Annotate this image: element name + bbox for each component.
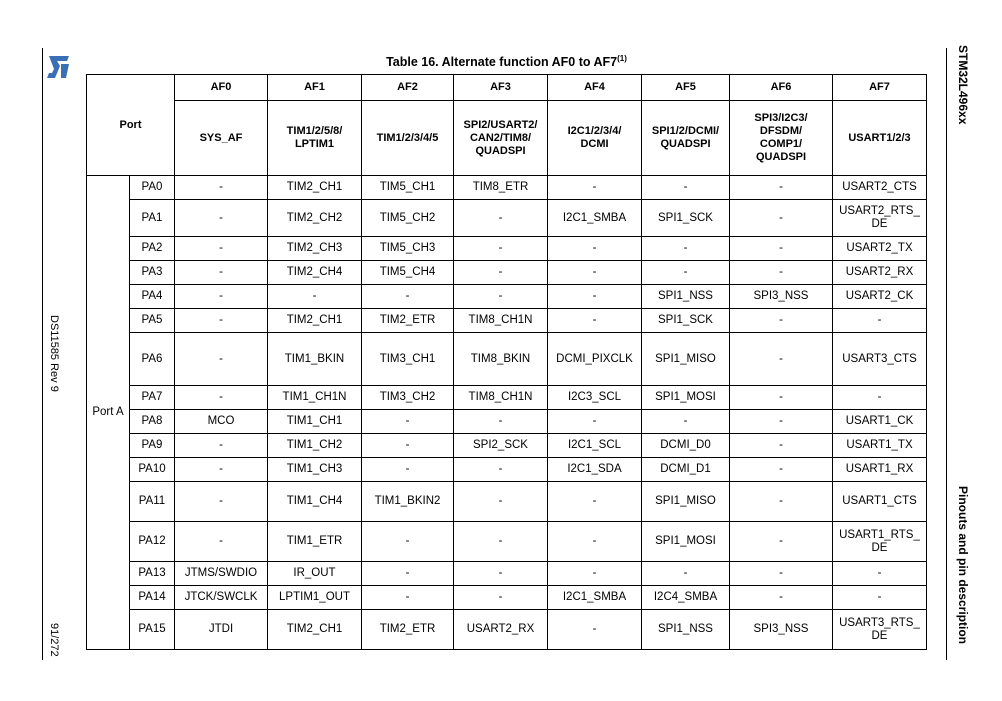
table-row [87, 434, 927, 458]
af-cell: JTMS/SWDIO [175, 562, 268, 586]
af-cell: - [548, 237, 642, 261]
af-cell: - [454, 200, 548, 237]
table-row [87, 261, 927, 285]
af-cell: USART3_CTS [833, 333, 927, 386]
af-cell: - [268, 285, 362, 309]
table-row [87, 333, 927, 386]
right-margin-rule [946, 48, 947, 660]
table-row [87, 237, 927, 261]
table-row [87, 285, 927, 309]
pin-name-cell: PA8 [130, 410, 175, 434]
af-cell: - [833, 586, 927, 610]
af-cell: - [833, 386, 927, 410]
af-cell: - [730, 261, 833, 285]
af-cell: I2C1_SMBA [548, 200, 642, 237]
af-cell: - [730, 200, 833, 237]
af-group-header-row [87, 101, 927, 176]
af-cell: TIM5_CH3 [362, 237, 454, 261]
af-cell: TIM8_CH1N [454, 309, 548, 333]
af-cell: - [175, 285, 268, 309]
af-cell: - [833, 562, 927, 586]
af-cell: - [730, 176, 833, 200]
af-cell: - [548, 410, 642, 434]
af-cell: - [730, 237, 833, 261]
af-cell: - [175, 176, 268, 200]
af-cell: TIM2_CH1 [268, 309, 362, 333]
af-cell: I2C4_SMBA [642, 586, 730, 610]
table-row [87, 522, 927, 562]
af-cell: USART2_RTS_ DE [833, 200, 927, 237]
af-cell: - [548, 522, 642, 562]
af-cell: - [454, 458, 548, 482]
alternate-function-table [86, 74, 927, 650]
af-cell: TIM1_CH2 [268, 434, 362, 458]
af-group-header-4: I2C1/2/3/4/ DCMI [548, 101, 642, 176]
af-cell: - [175, 386, 268, 410]
af-cell: IR_OUT [268, 562, 362, 586]
af-cell: - [730, 522, 833, 562]
af-cell: TIM1_CH1 [268, 410, 362, 434]
af-cell: TIM1_CH4 [268, 482, 362, 522]
af-cell: - [548, 261, 642, 285]
table-row [87, 410, 927, 434]
af-group-header-6: SPI3/I2C3/ DFSDM/ COMP1/ QUADSPI [730, 101, 833, 176]
table-caption [86, 54, 927, 69]
af-cell: - [362, 562, 454, 586]
af-cell: - [175, 458, 268, 482]
af-header-6: AF6 [730, 75, 833, 101]
af-cell: - [454, 482, 548, 522]
pin-name-cell: PA3 [130, 261, 175, 285]
table-row [87, 482, 927, 522]
af-cell: USART1_RTS_ DE [833, 522, 927, 562]
af-cell: - [730, 458, 833, 482]
af-cell: - [175, 482, 268, 522]
af-cell: SPI1_MISO [642, 333, 730, 386]
af-cell: DCMI_PIXCLK [548, 333, 642, 386]
pin-name-cell: PA14 [130, 586, 175, 610]
pin-name-cell: PA11 [130, 482, 175, 522]
af-number-header-row [87, 75, 927, 101]
af-cell: - [454, 285, 548, 309]
pin-name-cell: PA5 [130, 309, 175, 333]
caption-footnote-ref: (1) [617, 54, 627, 63]
pin-name-cell: PA12 [130, 522, 175, 562]
af-cell: - [454, 237, 548, 261]
af-cell: - [175, 309, 268, 333]
af-cell: USART2_TX [833, 237, 927, 261]
af-cell: SPI3_NSS [730, 285, 833, 309]
table-row [87, 610, 927, 650]
af-cell: - [642, 176, 730, 200]
af-cell: - [362, 458, 454, 482]
pin-name-cell: PA0 [130, 176, 175, 200]
af-cell: TIM1_BKIN [268, 333, 362, 386]
af-cell: - [362, 285, 454, 309]
af-cell: TIM1_CH1N [268, 386, 362, 410]
part-number: STM32L496xx [956, 45, 970, 125]
af-cell: TIM2_CH1 [268, 610, 362, 650]
af-group-header-1: TIM1/2/5/8/ LPTIM1 [268, 101, 362, 176]
af-cell: DCMI_D0 [642, 434, 730, 458]
af-cell: - [730, 562, 833, 586]
af-cell: JTCK/SWCLK [175, 586, 268, 610]
af-header-1: AF1 [268, 75, 362, 101]
pin-name-cell: PA13 [130, 562, 175, 586]
af-cell: - [175, 434, 268, 458]
af-cell: TIM5_CH4 [362, 261, 454, 285]
af-cell: TIM5_CH2 [362, 200, 454, 237]
af-header-4: AF4 [548, 75, 642, 101]
pin-name-cell: PA4 [130, 285, 175, 309]
af-cell: - [833, 309, 927, 333]
table-row [87, 176, 927, 200]
af-cell: - [642, 562, 730, 586]
af-cell: - [362, 434, 454, 458]
af-cell: DCMI_D1 [642, 458, 730, 482]
af-cell: SPI1_MISO [642, 482, 730, 522]
pin-name-cell: PA9 [130, 434, 175, 458]
af-cell: - [362, 586, 454, 610]
af-cell: TIM1_CH3 [268, 458, 362, 482]
af-cell: - [730, 309, 833, 333]
section-title: Pinouts and pin description [956, 486, 970, 645]
af-cell: - [730, 410, 833, 434]
af-group-header-3: SPI2/USART2/ CAN2/TIM8/ QUADSPI [454, 101, 548, 176]
af-cell: - [454, 261, 548, 285]
af-group-header-0: SYS_AF [175, 101, 268, 176]
af-cell: - [454, 586, 548, 610]
af-group-header-2: TIM1/2/3/4/5 [362, 101, 454, 176]
af-cell: - [642, 237, 730, 261]
pin-name-cell: PA6 [130, 333, 175, 386]
table-body [87, 176, 927, 650]
af-group-header-5: SPI1/2/DCMI/ QUADSPI [642, 101, 730, 176]
af-cell: USART1_TX [833, 434, 927, 458]
port-name-cell: Port A [87, 176, 130, 650]
af-cell: TIM2_CH2 [268, 200, 362, 237]
document-id: DS11585 Rev 9 [48, 315, 60, 392]
af-cell: - [730, 482, 833, 522]
af-cell: TIM8_BKIN [454, 333, 548, 386]
af-cell: LPTIM1_OUT [268, 586, 362, 610]
af-cell: USART2_RX [833, 261, 927, 285]
af-cell: USART3_RTS_ DE [833, 610, 927, 650]
table-row [87, 562, 927, 586]
af-cell: TIM1_BKIN2 [362, 482, 454, 522]
af-cell: - [362, 522, 454, 562]
af-cell: - [175, 200, 268, 237]
af-cell: I2C1_SMBA [548, 586, 642, 610]
pin-name-cell: PA15 [130, 610, 175, 650]
pin-name-cell: PA10 [130, 458, 175, 482]
af-header-2: AF2 [362, 75, 454, 101]
af-cell: - [730, 333, 833, 386]
af-cell: TIM3_CH2 [362, 386, 454, 410]
af-cell: SPI1_MOSI [642, 522, 730, 562]
pin-name-cell: PA7 [130, 386, 175, 410]
af-cell: USART1_RX [833, 458, 927, 482]
af-cell: USART2_CTS [833, 176, 927, 200]
af-cell: - [548, 610, 642, 650]
af-cell: - [454, 562, 548, 586]
caption-text: Table 16. Alternate function AF0 to AF7 [386, 55, 618, 70]
af-cell: USART2_CK [833, 285, 927, 309]
table-row [87, 200, 927, 237]
af-cell: - [548, 285, 642, 309]
af-cell: SPI1_NSS [642, 285, 730, 309]
af-cell: MCO [175, 410, 268, 434]
af-cell: - [730, 586, 833, 610]
af-cell: TIM1_ETR [268, 522, 362, 562]
af-header-3: AF3 [454, 75, 548, 101]
pin-name-cell: PA2 [130, 237, 175, 261]
af-cell: SPI1_NSS [642, 610, 730, 650]
af-cell: TIM2_ETR [362, 610, 454, 650]
af-cell: - [454, 522, 548, 562]
af-cell: I2C3_SCL [548, 386, 642, 410]
af-cell: - [548, 176, 642, 200]
af-cell: - [548, 562, 642, 586]
af-cell: - [642, 261, 730, 285]
af-cell: SPI1_MOSI [642, 386, 730, 410]
af-cell: - [730, 434, 833, 458]
af-group-header-7: USART1/2/3 [833, 101, 927, 176]
af-cell: - [175, 333, 268, 386]
af-header-0: AF0 [175, 75, 268, 101]
af-cell: - [548, 309, 642, 333]
af-cell: TIM8_ETR [454, 176, 548, 200]
af-cell: SPI1_SCK [642, 309, 730, 333]
af-cell: - [454, 410, 548, 434]
af-cell: JTDI [175, 610, 268, 650]
af-cell: - [362, 410, 454, 434]
af-cell: TIM2_CH1 [268, 176, 362, 200]
pin-name-cell: PA1 [130, 200, 175, 237]
af-cell: TIM2_ETR [362, 309, 454, 333]
af-cell: SPI1_SCK [642, 200, 730, 237]
table-row [87, 586, 927, 610]
page-number: 91/272 [48, 623, 60, 657]
st-logo-icon [45, 52, 71, 82]
af-cell: USART1_CTS [833, 482, 927, 522]
table-row [87, 458, 927, 482]
af-cell: - [642, 410, 730, 434]
af-header-7: AF7 [833, 75, 927, 101]
af-cell: USART1_CK [833, 410, 927, 434]
af-cell: TIM3_CH1 [362, 333, 454, 386]
table-row [87, 386, 927, 410]
af-cell: - [175, 237, 268, 261]
af-cell: I2C1_SCL [548, 434, 642, 458]
af-cell: TIM8_CH1N [454, 386, 548, 410]
left-margin-rule [42, 48, 43, 660]
af-cell: - [548, 482, 642, 522]
af-cell: - [730, 386, 833, 410]
af-cell: I2C1_SDA [548, 458, 642, 482]
af-cell: - [175, 261, 268, 285]
table-row [87, 309, 927, 333]
af-cell: TIM2_CH4 [268, 261, 362, 285]
af-cell: TIM5_CH1 [362, 176, 454, 200]
af-cell: USART2_RX [454, 610, 548, 650]
af-cell: TIM2_CH3 [268, 237, 362, 261]
af-cell: SPI3_NSS [730, 610, 833, 650]
af-header-5: AF5 [642, 75, 730, 101]
port-header: Port [87, 75, 175, 176]
af-cell: SPI2_SCK [454, 434, 548, 458]
af-cell: - [175, 522, 268, 562]
